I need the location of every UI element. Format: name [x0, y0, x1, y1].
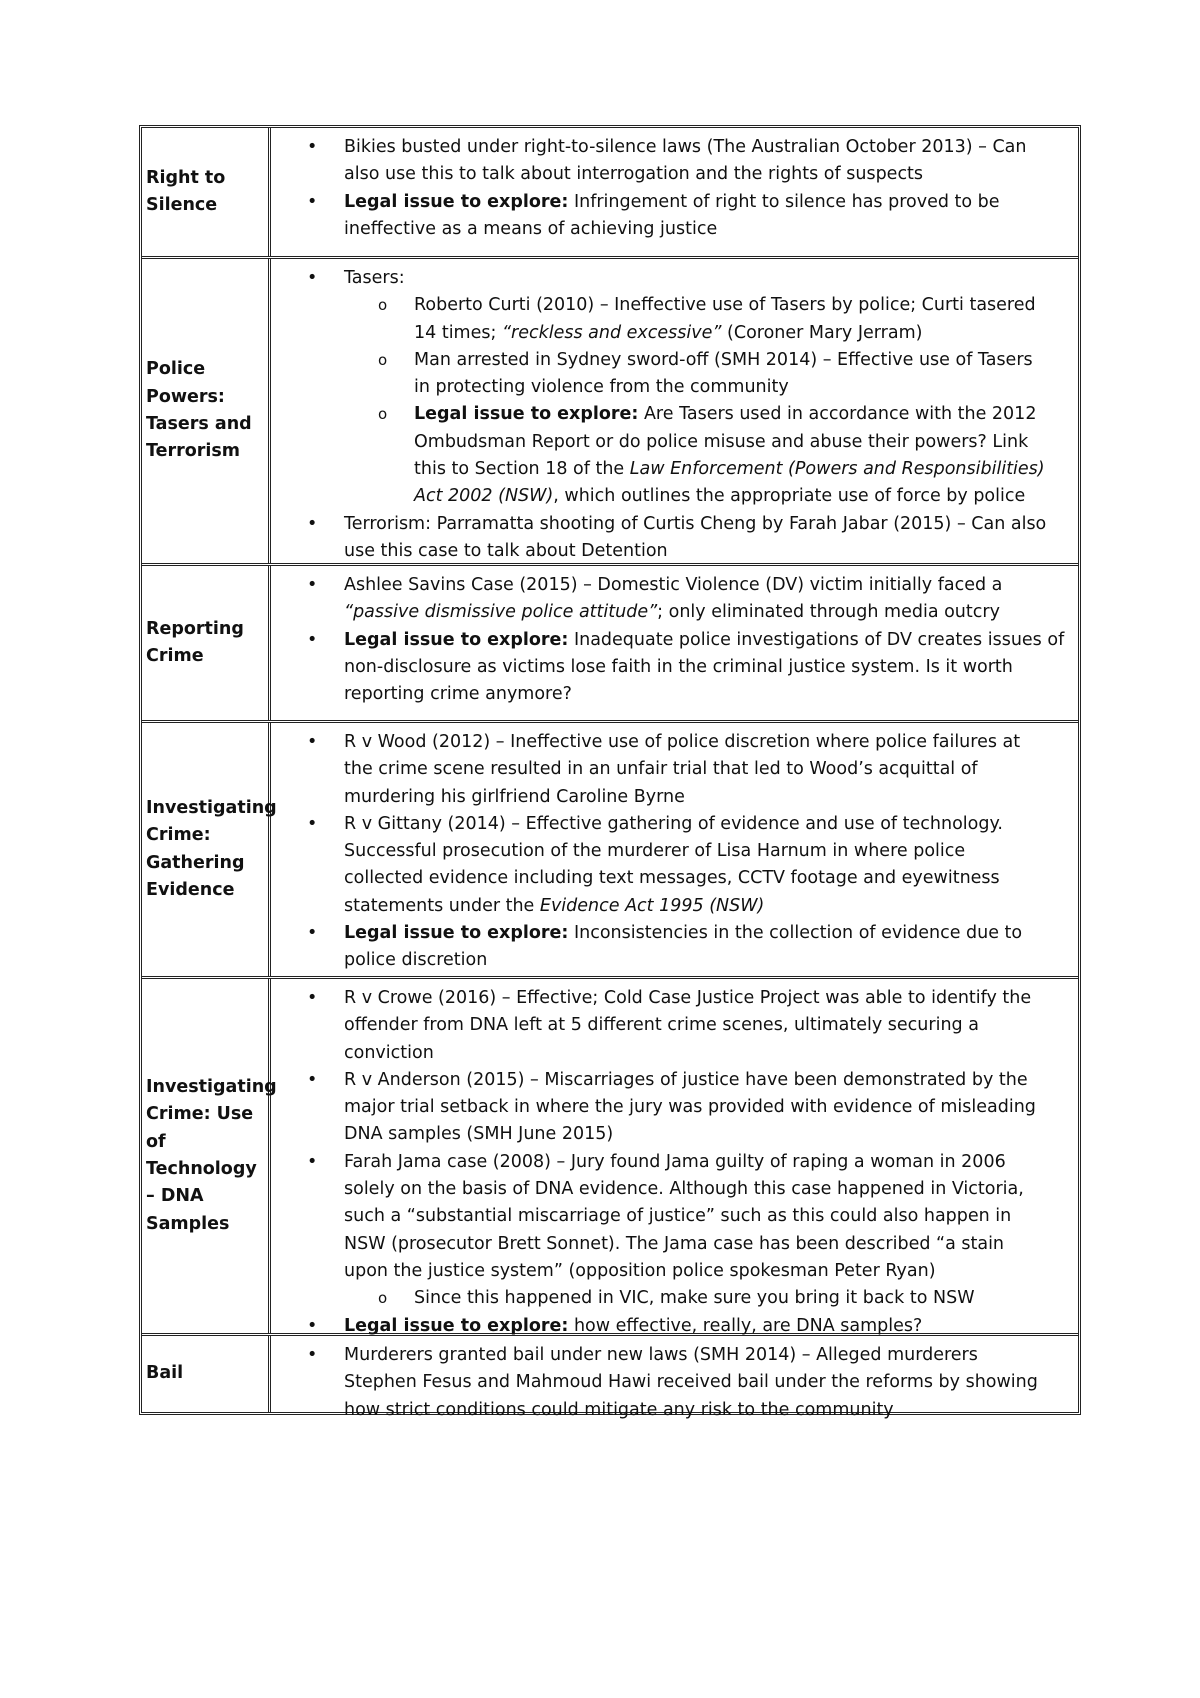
- italic-text: Evidence Act 1995 (NSW): [539, 895, 765, 916]
- line-text: such a “substantial miscarriage of justice” such as this could also happen in: [344, 1206, 1012, 1227]
- line-text: Terrorism: Parramatta shooting of Curtis Cheng by Farah Jabar (2015) – Can also: [344, 513, 1047, 534]
- bullet-item: [271, 189, 1078, 216]
- text-line: [271, 1369, 1078, 1396]
- line-text: how strict conditions could mitigate any risk to the community: [344, 1399, 894, 1420]
- line-text: also use this to talk about interrogation and the rights of suspects: [344, 164, 924, 185]
- topic-label-line: Powers:: [146, 386, 225, 407]
- text-line: [271, 865, 1078, 892]
- line-text: collected evidence including text messages, CCTV footage and eyewitness: [344, 868, 1000, 889]
- line-text: Tasers:: [344, 268, 405, 288]
- topic-label-line: Right to: [146, 167, 226, 188]
- text-line: [271, 429, 1078, 456]
- line-text-tail: ; only eliminated through media outcry: [657, 602, 1000, 623]
- line-text: Infringement of right to silence has proved to be: [568, 191, 1000, 212]
- line-text: conviction: [344, 1042, 434, 1063]
- row-content: [271, 979, 1078, 1336]
- topic-label-line: Samples: [146, 1213, 230, 1234]
- line-text: NSW (prosecutor Brett Sonnet). The Jama case has been described “a stain: [344, 1233, 1005, 1254]
- text-line: [271, 756, 1078, 783]
- legal-issue-label: Legal issue to explore:: [344, 629, 569, 650]
- line-text-tail: , which outlines the appropriate use of force by police: [553, 486, 1026, 507]
- line-text: this to Section 18 of the: [414, 459, 630, 480]
- row-topic-label: [142, 979, 277, 1333]
- legal-issue-label: Legal issue to explore:: [344, 191, 569, 212]
- topic-label-line: Silence: [146, 195, 218, 215]
- line-text: Ashlee Savins Case (2015) – Domestic Violence (DV) victim initially faced a: [344, 575, 1003, 595]
- italic-text: Act 2002 (NSW): [414, 486, 554, 507]
- line-text: Successful prosecution of the murderer of Lisa Harnum in where police: [344, 841, 966, 862]
- topic-label-line: Crime: [146, 646, 204, 666]
- bullet-item: [271, 985, 1078, 1012]
- line-text: non-disclosure as victims lose faith in the criminal justice system. Is it worth: [344, 656, 1013, 677]
- sub-bullet-item: [271, 292, 1078, 319]
- topic-label-line: Crime: Use: [146, 1104, 254, 1125]
- italic-text: “passive dismissive police attitude”: [344, 602, 658, 623]
- text-line: [271, 681, 1078, 708]
- legal-issue-label: Legal issue to explore:: [344, 1315, 569, 1336]
- row-content: [271, 128, 1078, 256]
- line-text: statements under the: [344, 895, 540, 916]
- topic-label-line: Investigating: [146, 797, 277, 818]
- text-line: [271, 1121, 1078, 1148]
- text-line: [271, 1258, 1078, 1285]
- line-text: Are Tasers used in accordance with the 2012: [638, 404, 1037, 425]
- text-line: [271, 599, 1078, 626]
- table-row: [142, 128, 1078, 259]
- topic-label-line: Crime:: [146, 825, 211, 846]
- legal-issue-label: Legal issue to explore:: [344, 923, 569, 944]
- bullet-item: [271, 1067, 1078, 1094]
- text-line: [271, 654, 1078, 681]
- row-topic-label: [142, 723, 277, 976]
- topic-label-line: Bail: [146, 1363, 184, 1384]
- line-text: Ombudsman Report or do police misuse and abuse their powers? Link: [414, 431, 1029, 452]
- text-line: [271, 1231, 1078, 1258]
- line-text: Inconsistencies in the collection of evidence due to: [568, 923, 1023, 944]
- line-text: how effective, really, are DNA samples?: [568, 1315, 923, 1336]
- line-text: ineffective as a means of achieving justice: [344, 218, 718, 239]
- topic-label-line: Technology: [146, 1159, 257, 1179]
- text-line: [271, 784, 1078, 811]
- italic-text: “reckless and excessive”: [501, 322, 722, 343]
- line-text: the crime scene resulted in an unfair trial that led to Wood’s acquittal of: [344, 759, 978, 780]
- text-line: [271, 483, 1078, 510]
- bullet-item: [271, 572, 1078, 599]
- topic-label-line: Investigating: [146, 1077, 277, 1098]
- bullet-item: [271, 1313, 1078, 1340]
- line-text: in protecting violence from the community: [414, 377, 789, 398]
- line-text: R v Anderson (2015) – Miscarriages of justice have been demonstrated by the: [344, 1069, 1028, 1090]
- bullet-item: [271, 1149, 1078, 1176]
- line-text: Bikies busted under right-to-silence laws (The Australian October 2013) – Can: [344, 137, 1027, 157]
- table-row: [142, 566, 1078, 723]
- line-text: Since this happened in VIC, make sure you bring it back to NSW: [414, 1288, 975, 1309]
- text-line: [271, 838, 1078, 865]
- sub-bullet-item: [271, 401, 1078, 428]
- line-text: solely on the basis of DNA evidence. Although this case happened in Victoria,: [344, 1179, 1024, 1200]
- notes-table: [139, 125, 1081, 1420]
- legal-issue-label: Legal issue to explore:: [414, 404, 639, 425]
- italic-text: Law Enforcement (Powers and Responsibilities): [629, 459, 1045, 480]
- row-topic-label: [142, 1336, 271, 1412]
- line-text: DNA samples (SMH June 2015): [344, 1124, 614, 1145]
- sub-bullet-item: [271, 347, 1078, 374]
- line-text: murdering his girlfriend Caroline Byrne: [344, 786, 685, 807]
- line-text: R v Wood (2012) – Ineffective use of police discretion where police failures at: [344, 732, 1021, 752]
- line-text: R v Crowe (2016) – Effective; Cold Case Justice Project was able to identify the: [344, 988, 1032, 1008]
- bullet-item: [271, 811, 1078, 838]
- topic-label-line: Reporting: [146, 618, 244, 639]
- sub-bullet-item: [271, 1285, 1078, 1312]
- text-line: [271, 538, 1078, 565]
- line-text: police discretion: [344, 950, 488, 971]
- line-text: Stephen Fesus and Mahmoud Hawi received bail under the reforms by showing: [344, 1372, 1038, 1393]
- row-content: [271, 259, 1078, 563]
- topic-label-line: Terrorism: [146, 441, 241, 462]
- text-line: [271, 320, 1078, 347]
- text-line: [271, 161, 1078, 188]
- bullet-item: [271, 134, 1078, 161]
- text-line: [271, 1397, 1078, 1424]
- row-topic-label: [142, 566, 271, 720]
- line-text: Man arrested in Sydney sword-off (SMH 2014) – Effective use of Tasers: [414, 349, 1033, 370]
- topic-label-line: Evidence: [146, 879, 235, 900]
- line-text: reporting crime anymore?: [344, 684, 572, 705]
- line-text: Farah Jama case (2008) – Jury found Jama guilty of raping a woman in 2006: [344, 1151, 1006, 1172]
- topic-label-line: Tasers and: [146, 414, 252, 434]
- table-row: [142, 723, 1078, 979]
- text-line: [271, 1094, 1078, 1121]
- text-line: [271, 374, 1078, 401]
- text-line: [271, 1012, 1078, 1039]
- text-line: [271, 893, 1078, 920]
- line-text: offender from DNA left at 5 different crime scenes, ultimately securing a: [344, 1015, 979, 1036]
- line-text: use this case to talk about Detention: [344, 540, 668, 561]
- topic-label-line: Police: [146, 359, 206, 380]
- table-row: [142, 1336, 1078, 1420]
- line-text: major trial setback in where the jury was provided with evidence of misleading: [344, 1097, 1036, 1118]
- row-content: [271, 723, 1078, 976]
- line-text: 14 times;: [414, 322, 502, 343]
- line-text: Inadequate police investigations of DV creates issues of: [568, 629, 1065, 650]
- line-text: Roberto Curti (2010) – Ineffective use of Tasers by police; Curti tasered: [414, 295, 1036, 316]
- line-text: R v Gittany (2014) – Effective gathering of evidence and use of technology.: [344, 813, 1003, 834]
- bullet-item: [271, 1342, 1078, 1369]
- text-line: [271, 456, 1078, 483]
- bullet-item: [271, 920, 1078, 947]
- row-topic-label: [142, 259, 271, 563]
- text-line: [271, 1040, 1078, 1067]
- topic-label-line: Gathering: [146, 852, 245, 873]
- bullet-item: [271, 729, 1078, 756]
- topic-label-line: of: [146, 1131, 166, 1152]
- line-text: Murderers granted bail under new laws (SMH 2014) – Alleged murderers: [344, 1345, 978, 1365]
- row-topic-label: [142, 128, 271, 256]
- bullet-item: [271, 627, 1078, 654]
- text-line: [271, 216, 1078, 243]
- table-row: [142, 979, 1078, 1336]
- line-text-tail: (Coroner Mary Jerram): [721, 322, 923, 343]
- line-text: upon the justice system” (opposition police spokesman Peter Ryan): [344, 1260, 936, 1281]
- topic-label-line: – DNA: [146, 1186, 204, 1207]
- row-content: [271, 1336, 1078, 1420]
- row-content: [271, 566, 1078, 720]
- text-line: [271, 1203, 1078, 1230]
- bullet-item: [271, 511, 1078, 538]
- text-line: [271, 947, 1078, 974]
- table-row: [142, 259, 1078, 566]
- bullet-item: [271, 265, 1078, 292]
- text-line: [271, 1176, 1078, 1203]
